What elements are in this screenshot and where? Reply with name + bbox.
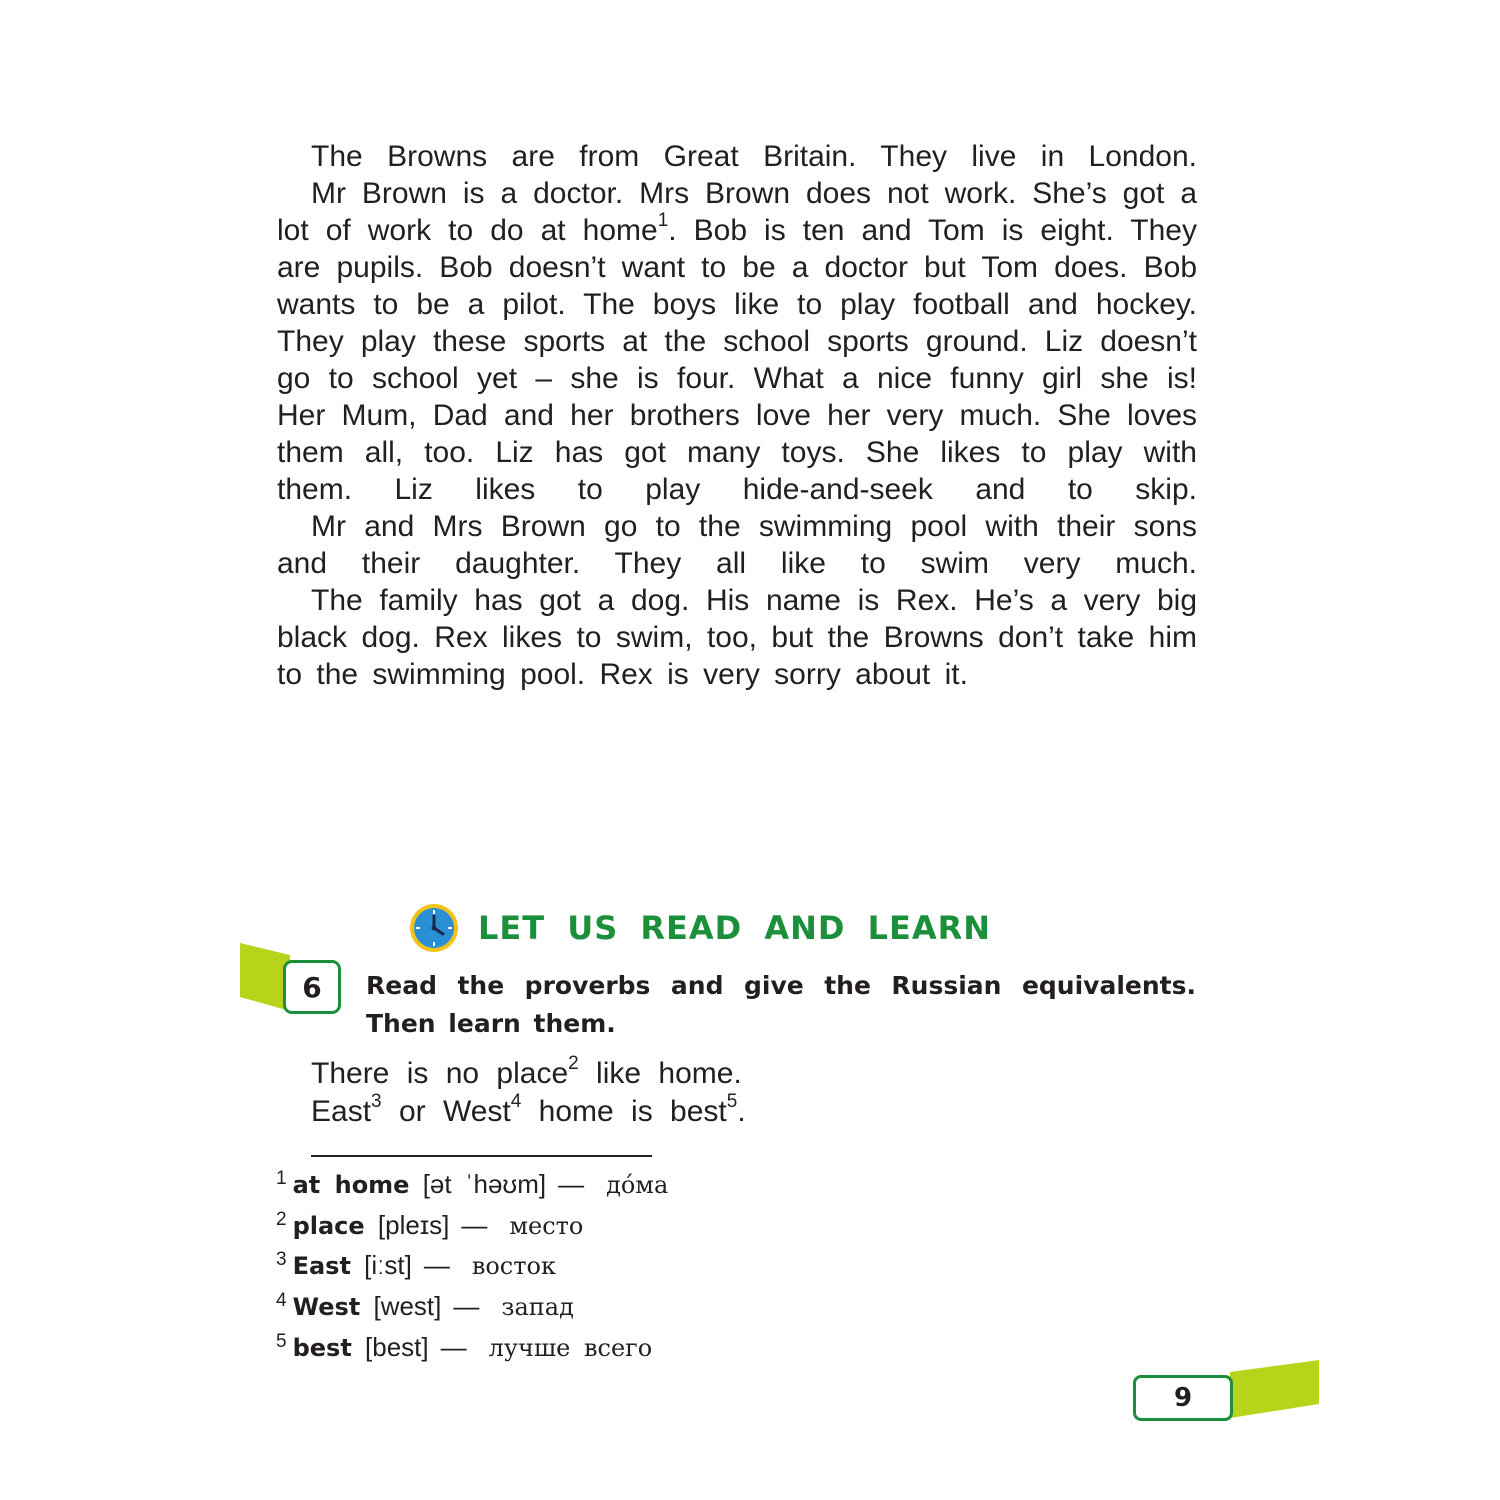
footnote-translation: до́ма — [606, 1171, 669, 1199]
footnote-number: 1 — [276, 1168, 287, 1189]
proverb-2 — [311, 1093, 746, 1131]
footnote-translation: запад — [501, 1293, 574, 1322]
paragraph-2-text-a: Mr Brown is a doctor. Mrs Brown does not work. She’s got a lot of work to do at home — [277, 177, 1197, 247]
footnote-divider — [311, 1155, 652, 1157]
footnote-word: East — [292, 1252, 351, 1281]
footnote-dash: — — [423, 1250, 450, 1281]
proverbs — [311, 1055, 746, 1131]
proverb-1 — [311, 1055, 746, 1093]
footnote-dash: — — [453, 1291, 480, 1322]
footnote-ref: 3 — [371, 1091, 382, 1112]
footnote-number: 3 — [276, 1249, 287, 1271]
footnote-transcription: [pleɪs] — [377, 1209, 450, 1240]
page-tab-decoration — [1230, 1360, 1320, 1420]
proverb-2-text-d: . — [737, 1095, 746, 1128]
task-instruction-line-2: Then learn them. — [366, 1009, 616, 1038]
paragraph-1: The Browns are from Great Britain. They live in London. — [311, 140, 1197, 173]
clock-icon — [408, 902, 460, 954]
footnote-3 — [276, 1247, 668, 1288]
proverb-1-text-b: like home. — [578, 1057, 742, 1090]
footnote-transcription: [ət ˈhəʊm] — [422, 1169, 547, 1199]
page-number: 9 — [1133, 1375, 1233, 1421]
footnote-transcription: [best] — [365, 1331, 429, 1362]
footnote-dash: — — [461, 1209, 488, 1240]
footnote-transcription: [west] — [373, 1291, 442, 1322]
footnote-number: 2 — [276, 1208, 287, 1230]
footnote-ref: 4 — [510, 1091, 522, 1112]
footnote-word: West — [292, 1293, 361, 1322]
footnote-4 — [276, 1288, 668, 1329]
footnote-transcription: [iːst] — [364, 1250, 412, 1281]
task-number: 6 — [283, 960, 341, 1014]
footnote-translation: лучше всего — [488, 1333, 653, 1362]
footnote-number: 5 — [276, 1330, 287, 1352]
proverb-2-text-a: East — [311, 1095, 372, 1128]
paragraph-4: The family has got a dog. His name is Rex. He’s a very big black dog. Rex likes to swim, too, but the Browns don’t take him to the swimming pool. Rex is very sorry about it. — [277, 584, 1197, 691]
proverb-2-text-b: or West — [381, 1095, 511, 1128]
proverb-2-text-c: home is best — [521, 1095, 727, 1128]
footnote-ref: 5 — [726, 1091, 738, 1112]
footnote-5 — [276, 1329, 668, 1370]
footnotes — [276, 1166, 668, 1370]
footnote-dash: — — [440, 1331, 467, 1362]
reading-text — [277, 138, 1197, 693]
footnote-ref: 2 — [568, 1053, 579, 1074]
paragraph-3: Mr and Mrs Brown go to the swimming pool with their sons and their daughter. They all like to swim very much. — [277, 510, 1197, 580]
footnote-1 — [276, 1166, 668, 1207]
footnote-number: 4 — [276, 1290, 287, 1312]
footnote-word: best — [292, 1333, 352, 1362]
paragraph-2-text-b: . Bob is ten and Tom is eight. They are pupils. Bob doesn’t want to be a doctor but Tom does. Bob wants to be a pilot. The boys like to play football and hockey. They play these sports at the school sports ground. Liz doesn’t go to school yet – she is four. What a nice funny girl she is! Her Mum, Dad and her brothers love her very much. She loves them all, too. Liz has got many toys. She likes to play with them. Liz likes to play hide-and-seek and to skip. — [277, 214, 1197, 506]
footnote-dash: — — [558, 1169, 585, 1199]
footnote-word: place — [292, 1211, 365, 1240]
proverb-1-text-a: There is no place — [311, 1057, 569, 1090]
task-instruction — [366, 967, 1196, 1043]
section-title: LET US READ AND LEARN — [478, 909, 992, 947]
paragraph-2 — [277, 175, 1197, 508]
footnote-translation: место — [509, 1211, 584, 1240]
footnote-word: at home — [292, 1171, 410, 1199]
footnote-ref: 1 — [657, 210, 669, 231]
section-header — [408, 900, 991, 956]
task-instruction-line-1: Read the proverbs and give the Russian equivalents. — [366, 971, 1196, 1000]
footnote-2 — [276, 1207, 668, 1248]
footnote-translation: восток — [471, 1252, 556, 1281]
